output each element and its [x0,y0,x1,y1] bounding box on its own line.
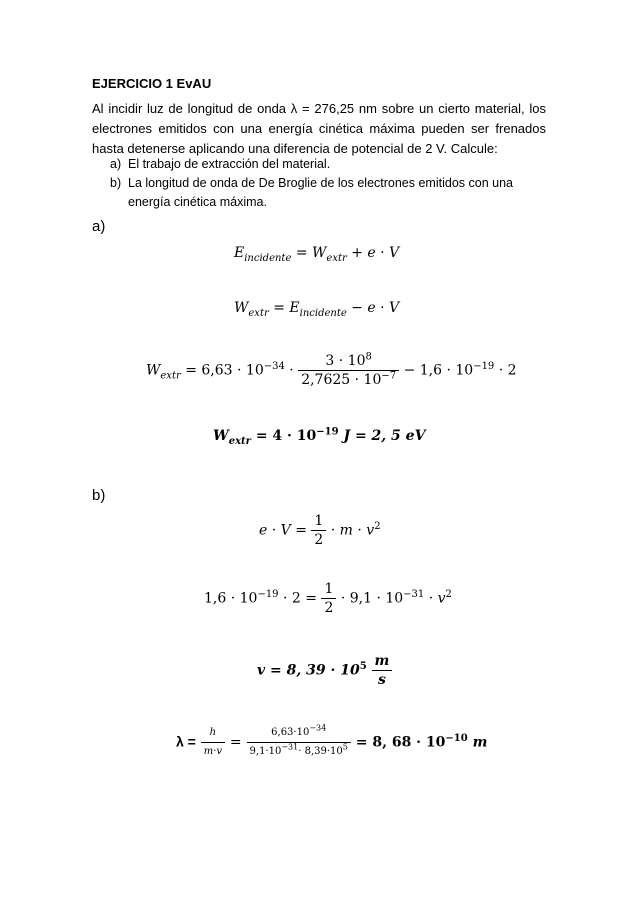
exercise-statement: Al incidir luz de longitud de onda λ = 276,25 nm sobre un cierto material, los electrones emitidos con una energía cinética máxima pueden ser frenados hasta detenerse aplicando una diferencia de potencial de 2 V. Calcule: [92,101,546,156]
fraction: $\frac{1}{2}$ [311,512,326,549]
question-list [110,155,546,212]
list-item [110,155,546,174]
list-marker: b) [110,176,122,190]
fraction: $\frac{1}{2}$ [321,580,336,617]
equation-work-function: $W_{extr} = E_{incidente} - e \cdot V$ [234,300,400,319]
exercise-title: EJERCICIO 1 EvAU [92,76,212,91]
section-a-label: a) [92,218,106,235]
equation-kinetic-energy-numeric: $1,6 \cdot 10^{-19} \cdot 2$ = $\frac{1}{2}$ · $9,1 \cdot 10^{-31} \cdot v^2$ [204,581,452,616]
equation-kinetic-energy: e · V = $\frac{1}{2}$ · $m \cdot v^2$ [259,513,381,548]
list-item [110,174,546,212]
section-b-label: b) [92,487,106,504]
result-velocity: v = 8, $39 \cdot 10^5$ $\frac{m}{s}$ [257,652,392,689]
equation-energy-balance: $E_{incidente} = W_{extr} + e \cdot V$ [234,245,400,264]
list-item-text: El trabajo de extracción del material. [128,157,331,171]
list-item-text: La longitud de onda de De Broglie de los electrones emitidos con una energía cinética máxima. [128,176,513,209]
fraction: $\frac{6,63\cdot 10^{-34}}{9,1\cdot 10^{-31}\cdot 8,39\cdot 10^5}$ [247,724,351,761]
fraction: $\frac{3 \cdot 10^8}{2,7625 \cdot 10^{-7}}$ [298,352,399,389]
fraction: $\frac{m}{s}$ [372,652,393,689]
result-de-broglie-wavelength: λ = $\frac{h}{m\cdot v}$ = $\frac{6,63\cdot 10^{-34}}{9,1\cdot 10^{-31}\cdot 8,39\cdot 10^5}$ = 8, $68 \cdot 10^{-10}$ m [176,724,487,761]
fraction: $\frac{h}{m\cdot v}$ [201,724,225,761]
list-marker: a) [110,157,122,171]
equation-work-function-numeric: $W_{extr} = 6,63 \cdot 10^{-34}$ · $\frac{3 \cdot 10^8}{2,7625 \cdot 10^{-7}}$ − $1,6 \cdot 10^{-19} \cdot 2$ [146,351,517,388]
result-work-function: $W_{extr} = 4 \cdot 10^{-19}$ J = 2, 5 eV [213,426,426,447]
